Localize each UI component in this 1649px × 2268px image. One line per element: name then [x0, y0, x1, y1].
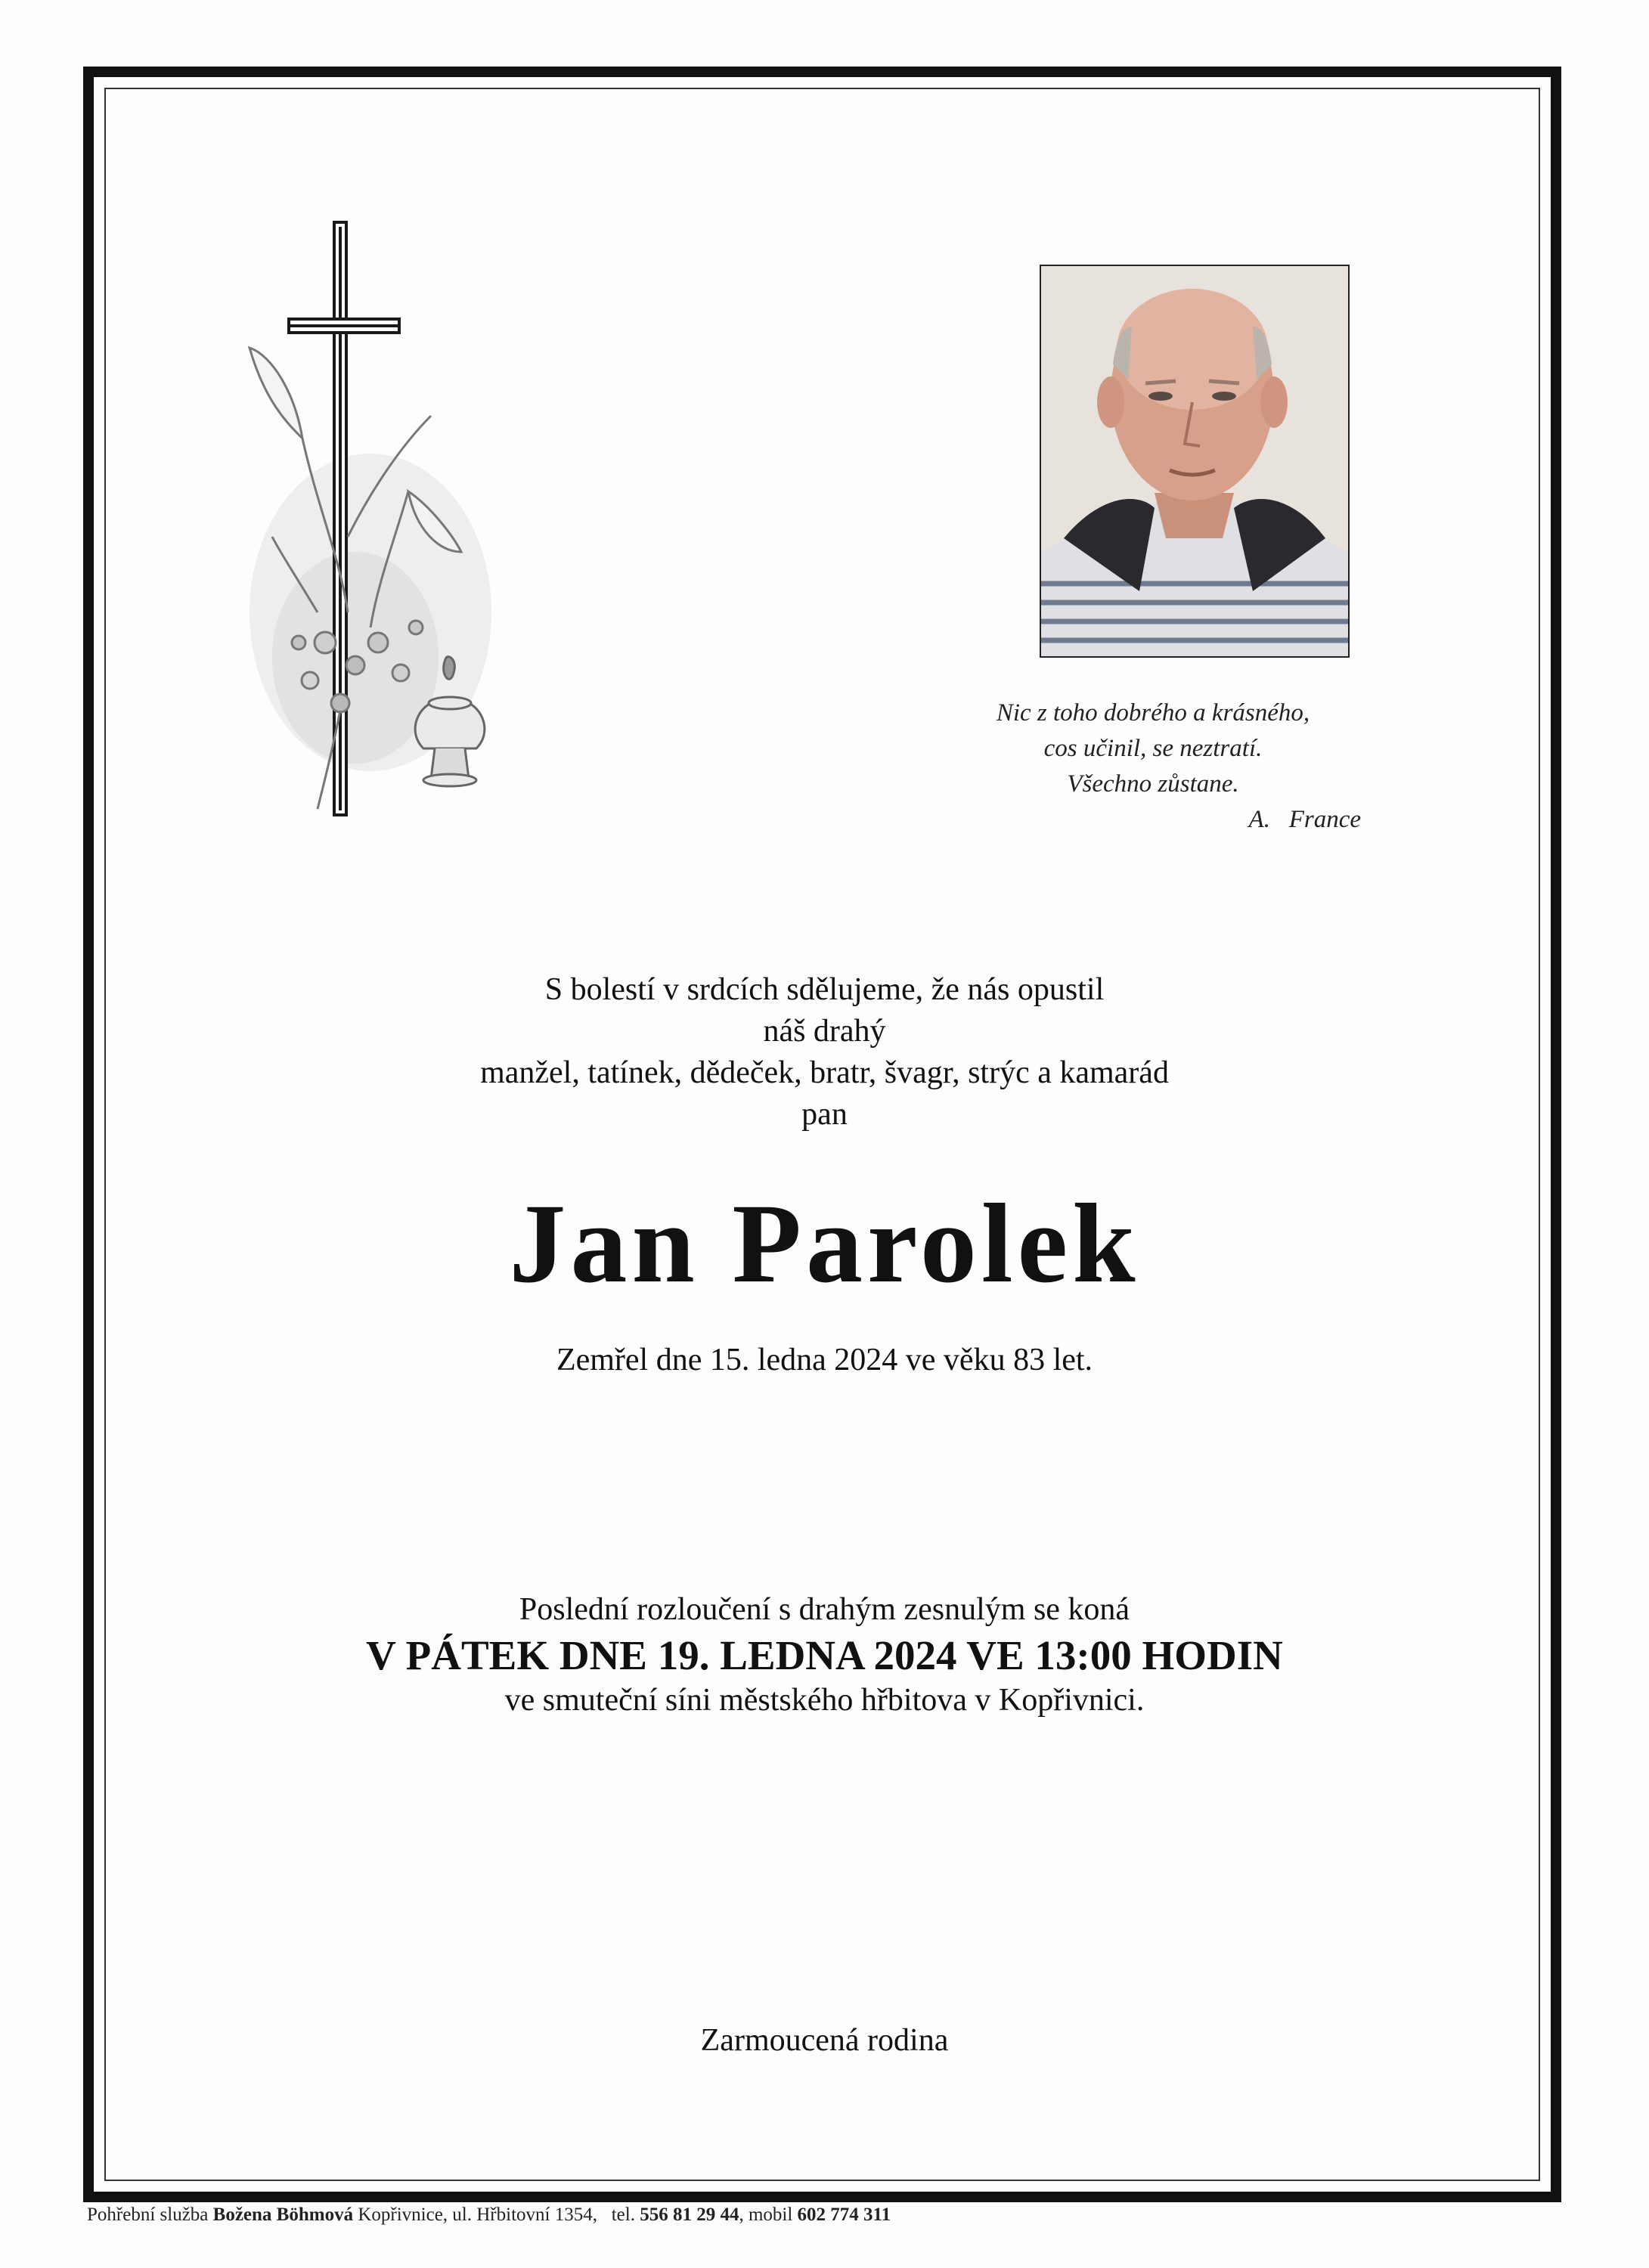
announcement-line: manžel, tatínek, dědeček, bratr, švagr, strýc a kamarád	[480, 1055, 1169, 1090]
announcement-line: pan	[801, 1097, 848, 1132]
farewell-info	[0, 1589, 1649, 1721]
quote-block	[938, 696, 1368, 838]
footer-phone: 556 81 29 44	[640, 2204, 739, 2225]
footer-prefix: Pohřební služba	[87, 2204, 213, 2225]
footer-address: Kopřivnice, ul. Hřbitovní 1354, tel.	[353, 2204, 640, 2225]
footer-mobile-label: , mobil	[739, 2204, 798, 2225]
footer-company: Božena Böhmová	[212, 2204, 354, 2225]
farewell-datetime: V PÁTEK DNE 19. LEDNA 2024 VE 13:00 HODIN	[366, 1632, 1283, 1678]
signature: Zarmoucená rodina	[700, 2023, 949, 2058]
footer-mobile: 602 774 311	[797, 2204, 891, 2225]
deceased-name: Jan Parolek	[509, 1181, 1140, 1306]
quote-line: cos učinil, se neztratí.	[1043, 735, 1263, 762]
footer	[87, 2204, 891, 2226]
death-info: Zemřel dne 15. ledna 2024 ve věku 83 let.	[556, 1343, 1093, 1377]
announcement	[0, 969, 1649, 1136]
portrait-photo	[1040, 265, 1350, 658]
farewell-place: ve smuteční síni městského hřbitova v Kopřivnici.	[504, 1683, 1145, 1718]
quote-line: Všechno zůstane.	[1067, 770, 1239, 798]
man-portrait-icon	[1041, 266, 1348, 656]
quote-line: Nic z toho dobrého a krásného,	[996, 699, 1310, 727]
announcement-line: S bolestí v srdcích sdělujeme, že nás opustil	[544, 972, 1105, 1007]
cross-icon	[227, 219, 514, 816]
quote-author: A. France	[1248, 806, 1361, 833]
farewell-intro: Poslední rozloučení s drahým zesnulým se koná	[519, 1592, 1130, 1627]
announcement-line: náš drahý	[763, 1014, 886, 1049]
